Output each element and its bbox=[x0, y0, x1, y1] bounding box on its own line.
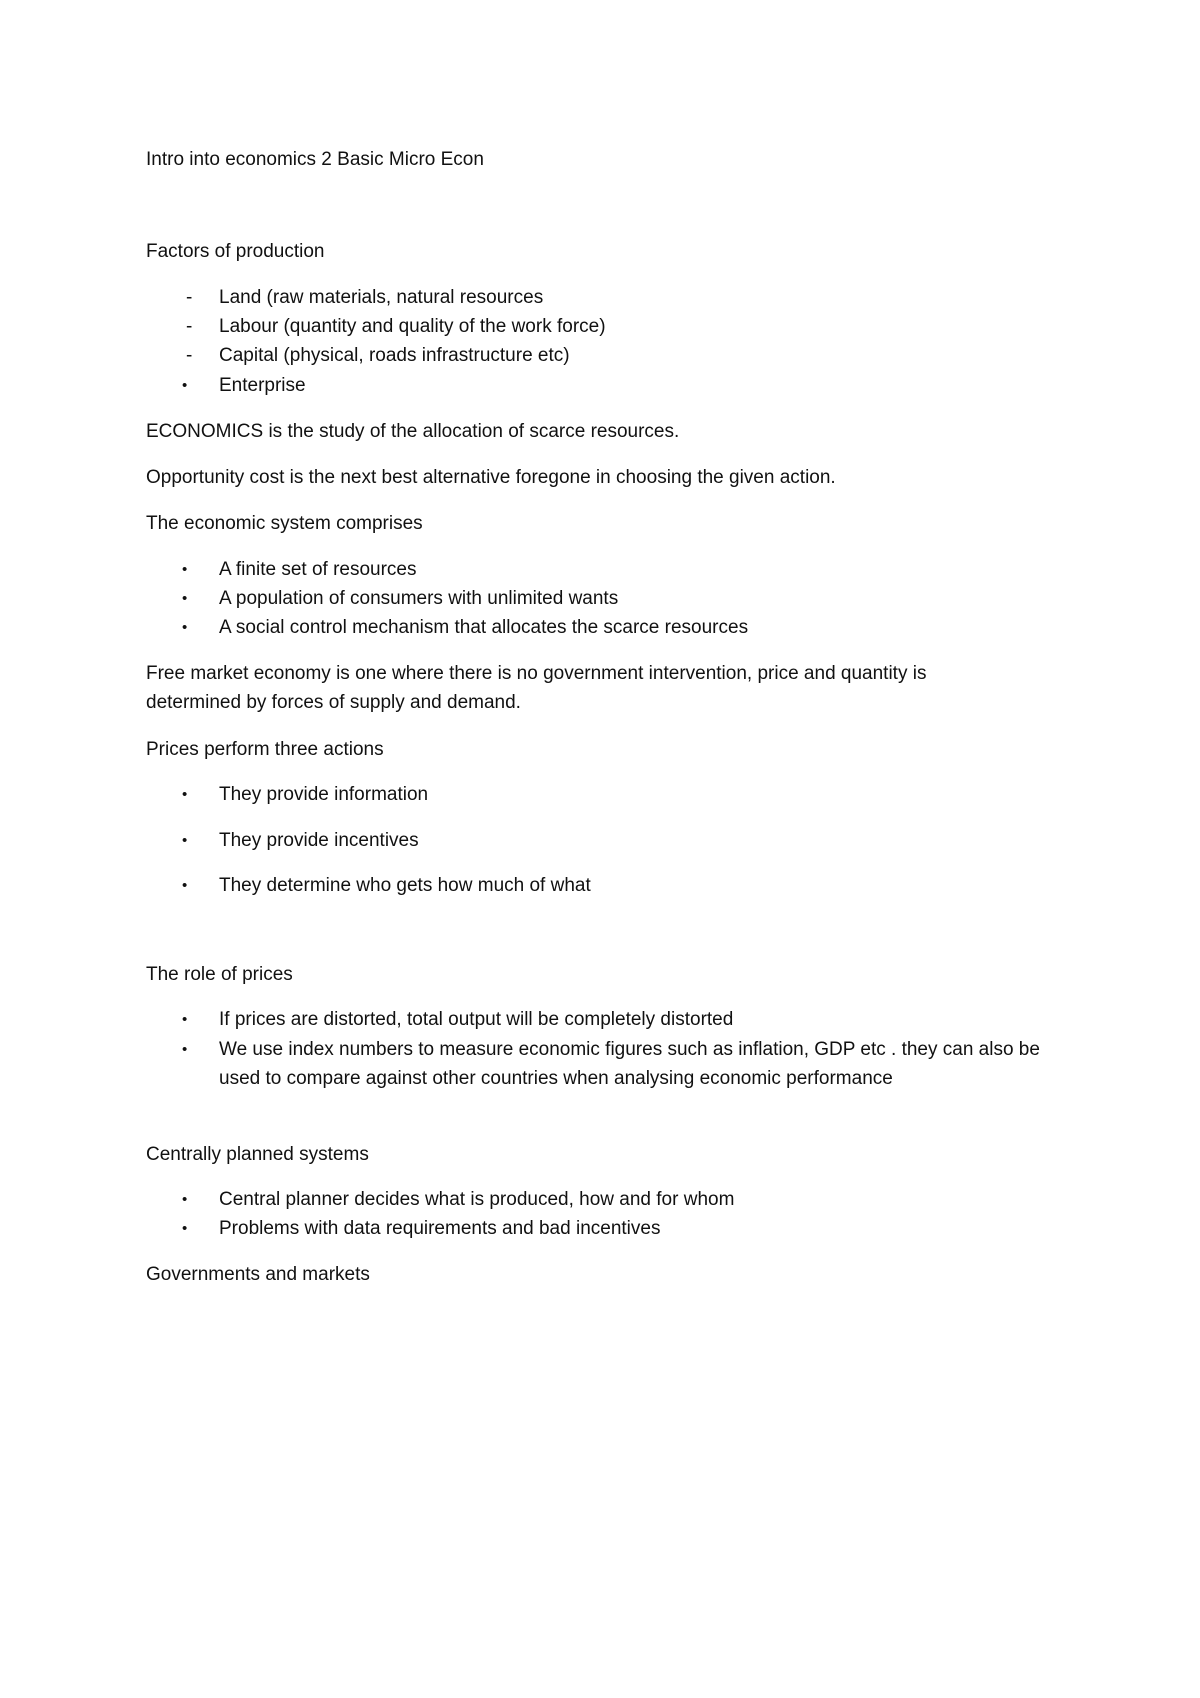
prices-actions-heading: Prices perform three actions bbox=[146, 739, 384, 760]
list-item bbox=[146, 283, 1076, 312]
factors-heading: Factors of production bbox=[146, 241, 325, 262]
list-item-text: A finite set of resources bbox=[219, 559, 417, 580]
list-item-text: Land (raw materials, natural resources bbox=[219, 287, 544, 308]
governments-markets-heading: Governments and markets bbox=[146, 1264, 370, 1285]
list-item bbox=[146, 341, 1076, 370]
list-item bbox=[146, 1035, 1076, 1093]
bullet-icon: • bbox=[182, 1011, 188, 1028]
economic-system-heading: The economic system comprises bbox=[146, 513, 423, 534]
list-item-text: Capital (physical, roads infrastructure etc) bbox=[219, 345, 570, 366]
list-item-text: Labour (quantity and quality of the work force) bbox=[219, 316, 606, 337]
dash-marker: - bbox=[186, 345, 193, 366]
dash-marker: - bbox=[186, 316, 193, 337]
list-item bbox=[146, 371, 1076, 400]
list-item-text: We use index numbers to measure economic figures such as inflation, GDP etc . they can also be used to compare against other countries when analysing economic performance bbox=[219, 1039, 1040, 1089]
list-item bbox=[146, 826, 1076, 855]
bullet-icon: • bbox=[182, 590, 188, 607]
bullet-icon: • bbox=[182, 1220, 188, 1237]
bullet-icon: • bbox=[182, 1191, 188, 1208]
list-item-text: If prices are distorted, total output will be completely distorted bbox=[219, 1009, 734, 1030]
list-item bbox=[146, 1214, 1076, 1243]
list-item-text: Central planner decides what is produced, how and for whom bbox=[219, 1189, 735, 1210]
list-item bbox=[146, 1005, 1076, 1034]
list-item-text: A population of consumers with unlimited wants bbox=[219, 588, 619, 609]
role-of-prices-heading: The role of prices bbox=[146, 964, 293, 985]
list-item bbox=[146, 312, 1076, 341]
list-item-text: Problems with data requirements and bad incentives bbox=[219, 1218, 661, 1239]
list-item bbox=[146, 1185, 1076, 1214]
list-item-text: They provide information bbox=[219, 784, 429, 805]
list-item bbox=[146, 555, 1076, 584]
centrally-planned-heading: Centrally planned systems bbox=[146, 1144, 369, 1165]
free-market-line-2: determined by forces of supply and demand. bbox=[146, 692, 521, 713]
document-title: Intro into economics 2 Basic Micro Econ bbox=[146, 149, 484, 170]
list-item-text: They determine who gets how much of what bbox=[219, 875, 591, 896]
economics-definition: ECONOMICS is the study of the allocation of scarce resources. bbox=[146, 421, 680, 442]
bullet-icon: • bbox=[182, 377, 188, 394]
list-item bbox=[146, 613, 1076, 642]
bullet-icon: • bbox=[182, 877, 188, 894]
bullet-icon: • bbox=[182, 619, 188, 636]
opportunity-cost: Opportunity cost is the next best alternative foregone in choosing the given action. bbox=[146, 467, 836, 488]
dash-marker: - bbox=[186, 287, 193, 308]
bullet-icon: • bbox=[182, 561, 188, 578]
free-market-line-1: Free market economy is one where there is no government intervention, price and quantity is bbox=[146, 663, 927, 684]
list-item-text: Enterprise bbox=[219, 375, 306, 396]
bullet-icon: • bbox=[182, 786, 188, 803]
list-item-text: A social control mechanism that allocates the scarce resources bbox=[219, 617, 749, 638]
list-item bbox=[146, 871, 1076, 900]
list-item bbox=[146, 780, 1076, 809]
list-item-text: They provide incentives bbox=[219, 830, 419, 851]
list-item bbox=[146, 584, 1076, 613]
bullet-icon: • bbox=[182, 832, 188, 849]
bullet-icon: • bbox=[182, 1041, 188, 1058]
